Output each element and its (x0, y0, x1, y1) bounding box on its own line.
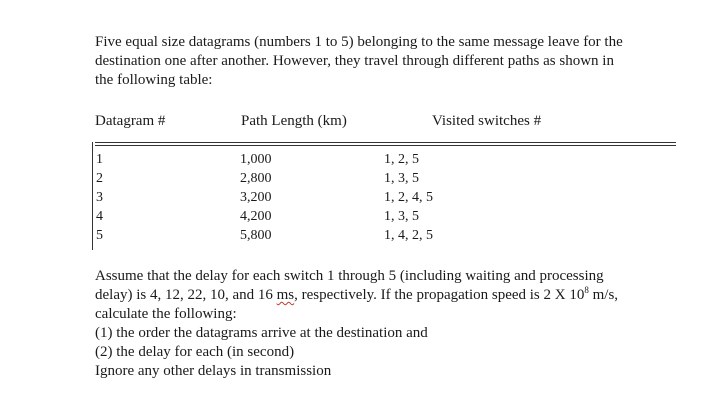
column-visited-switches (384, 150, 433, 245)
body-line-2-end: m/s, (588, 287, 619, 303)
intro-line-2: destination one after another. However, they travel through different paths as shown in (95, 53, 614, 69)
spellcheck-ms: ms (276, 287, 295, 303)
header-visited-switches: Visited switches # (432, 113, 542, 129)
body-line-6: Ignore any other delays in transmission (95, 363, 332, 379)
table-cell: 1, 4, 2, 5 (384, 228, 433, 243)
table-rule-top (95, 142, 676, 143)
table-cell: 1 (96, 152, 103, 167)
intro-line-3: the following table: (95, 72, 213, 88)
column-path-length (240, 150, 272, 245)
assumption-paragraph (95, 267, 670, 381)
body-line-5: (2) the delay for each (in second) (95, 344, 295, 360)
table-rule-double (95, 145, 676, 146)
table-cell: 4 (96, 209, 103, 224)
body-line-4: (1) the order the datagrams arrive at the destination and (95, 325, 428, 341)
table-cell: 1, 3, 5 (384, 209, 419, 224)
table-cell: 2 (96, 171, 103, 186)
table-cell: 2,800 (240, 171, 272, 186)
body-line-1: Assume that the delay for each switch 1 through 5 (including waiting and processing (95, 268, 604, 284)
table-left-border (92, 142, 93, 250)
intro-paragraph (95, 33, 670, 90)
table-cell: 4,200 (240, 209, 272, 224)
body-line-2-start: delay) is 4, 12, 22, 10, and 16 (95, 287, 277, 303)
table-cell: 5,800 (240, 228, 272, 243)
table-cell: 1, 2, 5 (384, 152, 419, 167)
header-datagram: Datagram # (95, 113, 166, 129)
table-cell: 5 (96, 228, 103, 243)
exponent: 8 (584, 285, 589, 295)
header-path-length: Path Length (km) (241, 113, 347, 129)
table-cell: 1, 2, 4, 5 (384, 190, 433, 205)
column-datagram (96, 150, 103, 245)
table-cell: 1,000 (240, 152, 272, 167)
body-line-2-mid: , respectively. If the propagation speed is 2 X 10 (294, 287, 585, 303)
intro-line-1: Five equal size datagrams (numbers 1 to 5) belonging to the same message leave for the (95, 34, 623, 50)
table-cell: 3 (96, 190, 103, 205)
table-cell: 1, 3, 5 (384, 171, 419, 186)
body-line-3: calculate the following: (95, 306, 237, 322)
body-line-2 (95, 286, 670, 305)
table-cell: 3,200 (240, 190, 272, 205)
